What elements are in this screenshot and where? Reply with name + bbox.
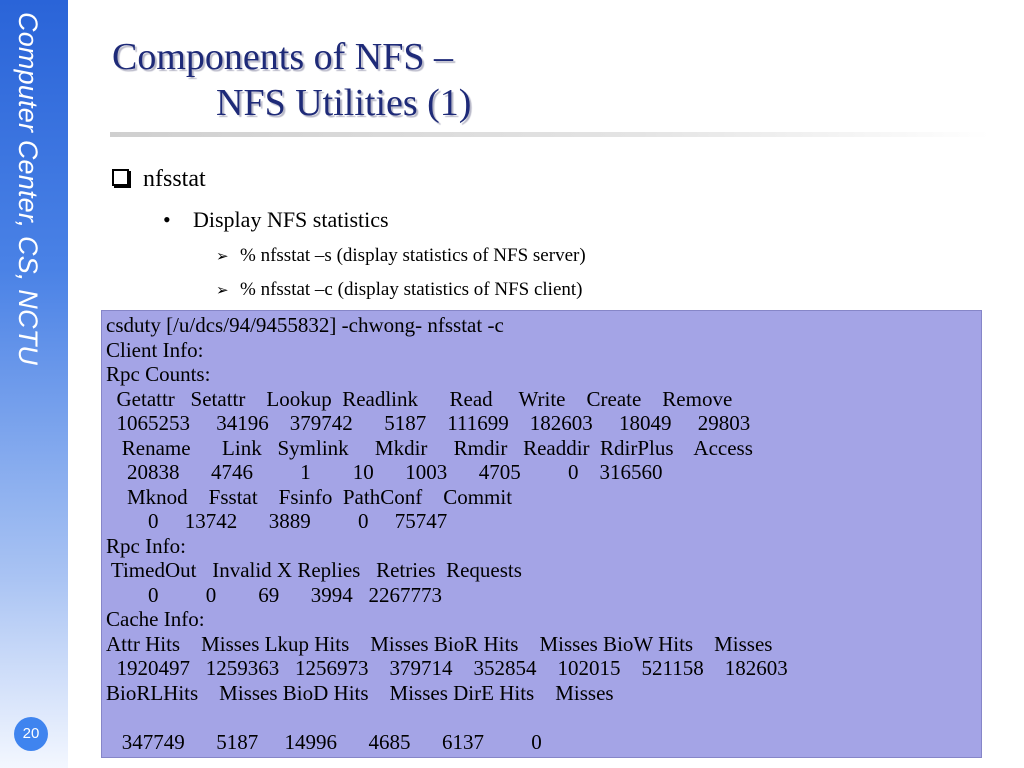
terminal-line: Client Info:	[106, 337, 204, 362]
terminal-line: 20838 4746 1 10 1003 4705 0 316560	[106, 460, 663, 484]
terminal-line: BioRLHits Misses BioD Hits Misses DirE Hits Misses	[106, 680, 614, 705]
bullet-level1	[112, 166, 206, 193]
bullet-level3-text: % nfsstat –s (display statistics of NFS server)	[240, 245, 586, 266]
terminal-line: Attr Hits Misses Lkup Hits Misses BioR Hits Misses BioW Hits Misses	[106, 631, 773, 656]
arrow-bullet-icon: ➢	[216, 283, 229, 299]
sidebar	[0, 0, 68, 768]
terminal-line: csduty [/u/dcs/94/9455832] -chwong- nfsstat -c	[106, 313, 504, 337]
slide-title-line1: Components of NFS –	[112, 36, 453, 78]
bullet-level3	[216, 279, 582, 301]
terminal-line: 347749 5187 14996 4685 6137 0	[106, 729, 542, 754]
bullet-level1-text: nfsstat	[143, 166, 206, 192]
page-number-badge: 20	[14, 717, 48, 751]
terminal-output	[102, 311, 981, 754]
terminal-line: Getattr Setattr Lookup Readlink Read Write Create Remove	[106, 386, 733, 411]
terminal-line: Rpc Counts:	[106, 362, 211, 386]
terminal-line: 1065253 34196 379742 5187 111699 182603 18049 29803	[106, 411, 751, 435]
terminal-line: 0 0 69 3994 2267773	[106, 582, 442, 607]
slide-title	[112, 34, 471, 126]
terminal-line: Rpc Info:	[106, 533, 186, 558]
sidebar-label: Computer Center, CS, NCTU	[13, 12, 43, 366]
bullet-level3-text: % nfsstat –c (display statistics of NFS client)	[240, 279, 583, 300]
terminal-line: Rename Link Symlink Mkdir Rmdir Readdir RdirPlus Access	[106, 435, 753, 460]
arrow-bullet-icon: ➢	[216, 249, 229, 265]
checkbox-bullet-icon	[112, 169, 129, 186]
terminal-line: 1920497 1259363 1256973 379714 352854 102015 521158 182603	[106, 656, 788, 680]
bullet-level2-text: Display NFS statistics	[193, 207, 389, 232]
bullet-level3	[216, 245, 586, 267]
terminal-line: 0 13742 3889 0 75747	[106, 509, 448, 533]
title-divider	[110, 132, 990, 137]
terminal-line: Mknod Fsstat Fsinfo PathConf Commit	[106, 484, 513, 509]
terminal-line: TimedOut Invalid X Replies Retries Requests	[106, 558, 522, 582]
slide-title-line2: NFS Utilities (1)	[216, 82, 472, 124]
terminal-output-box	[101, 310, 982, 758]
terminal-line: Cache Info:	[106, 607, 205, 631]
dot-bullet-icon: •	[163, 207, 171, 232]
bullet-level2	[163, 207, 389, 233]
